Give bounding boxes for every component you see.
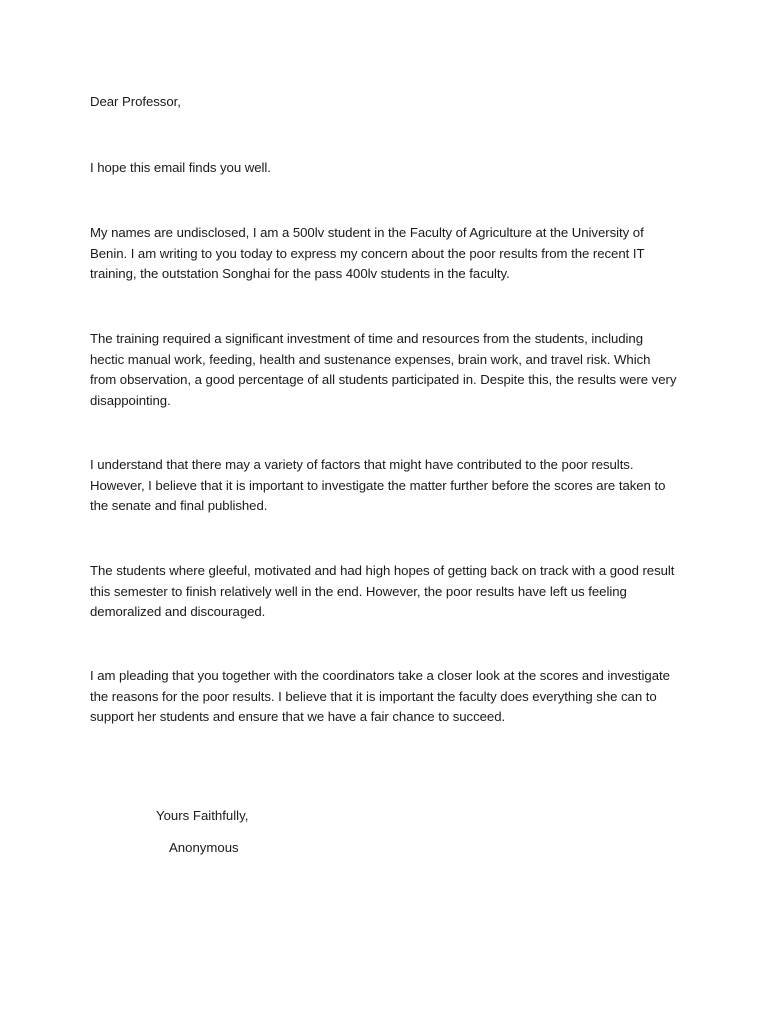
paragraph-training-investment: The training required a significant investment of time and resources from the students, including hectic manual work, feeding, health and sustenance expenses, brain work, and travel risk. Which from observation, a good percentage of all students participated in. Despite this, the results were very disappointing. [90, 331, 677, 408]
signature: Anonymous [169, 840, 239, 855]
closing: Yours Faithfully, [156, 808, 249, 823]
paragraph-introduction: My names are undisclosed, I am a 500lv student in the Faculty of Agriculture at the University of Benin. I am writing to you today to express my concern about the poor results from the recent IT training, the outstation Songhai for the pass 400lv students in the faculty. [90, 225, 645, 281]
paragraph-greeting: I hope this email finds you well. [90, 160, 271, 175]
paragraph-investigation-request: I understand that there may a variety of factors that might have contributed to the poor results. However, I believe that it is important to investigate the matter further before the scores are taken to the senate and final published. [90, 457, 666, 513]
paragraph-student-morale: The students where gleeful, motivated and had high hopes of getting back on track with a good result this semester to finish relatively well in the end. However, the poor results have left us feeling demoralized and discouraged. [90, 563, 675, 619]
paragraph-plea: I am pleading that you together with the coordinators take a closer look at the scores and investigate the reasons for the poor results. I believe that it is important the faculty does everything she can to support her students and ensure that we have a fair chance to succeed. [90, 668, 670, 724]
salutation: Dear Professor, [90, 94, 181, 109]
